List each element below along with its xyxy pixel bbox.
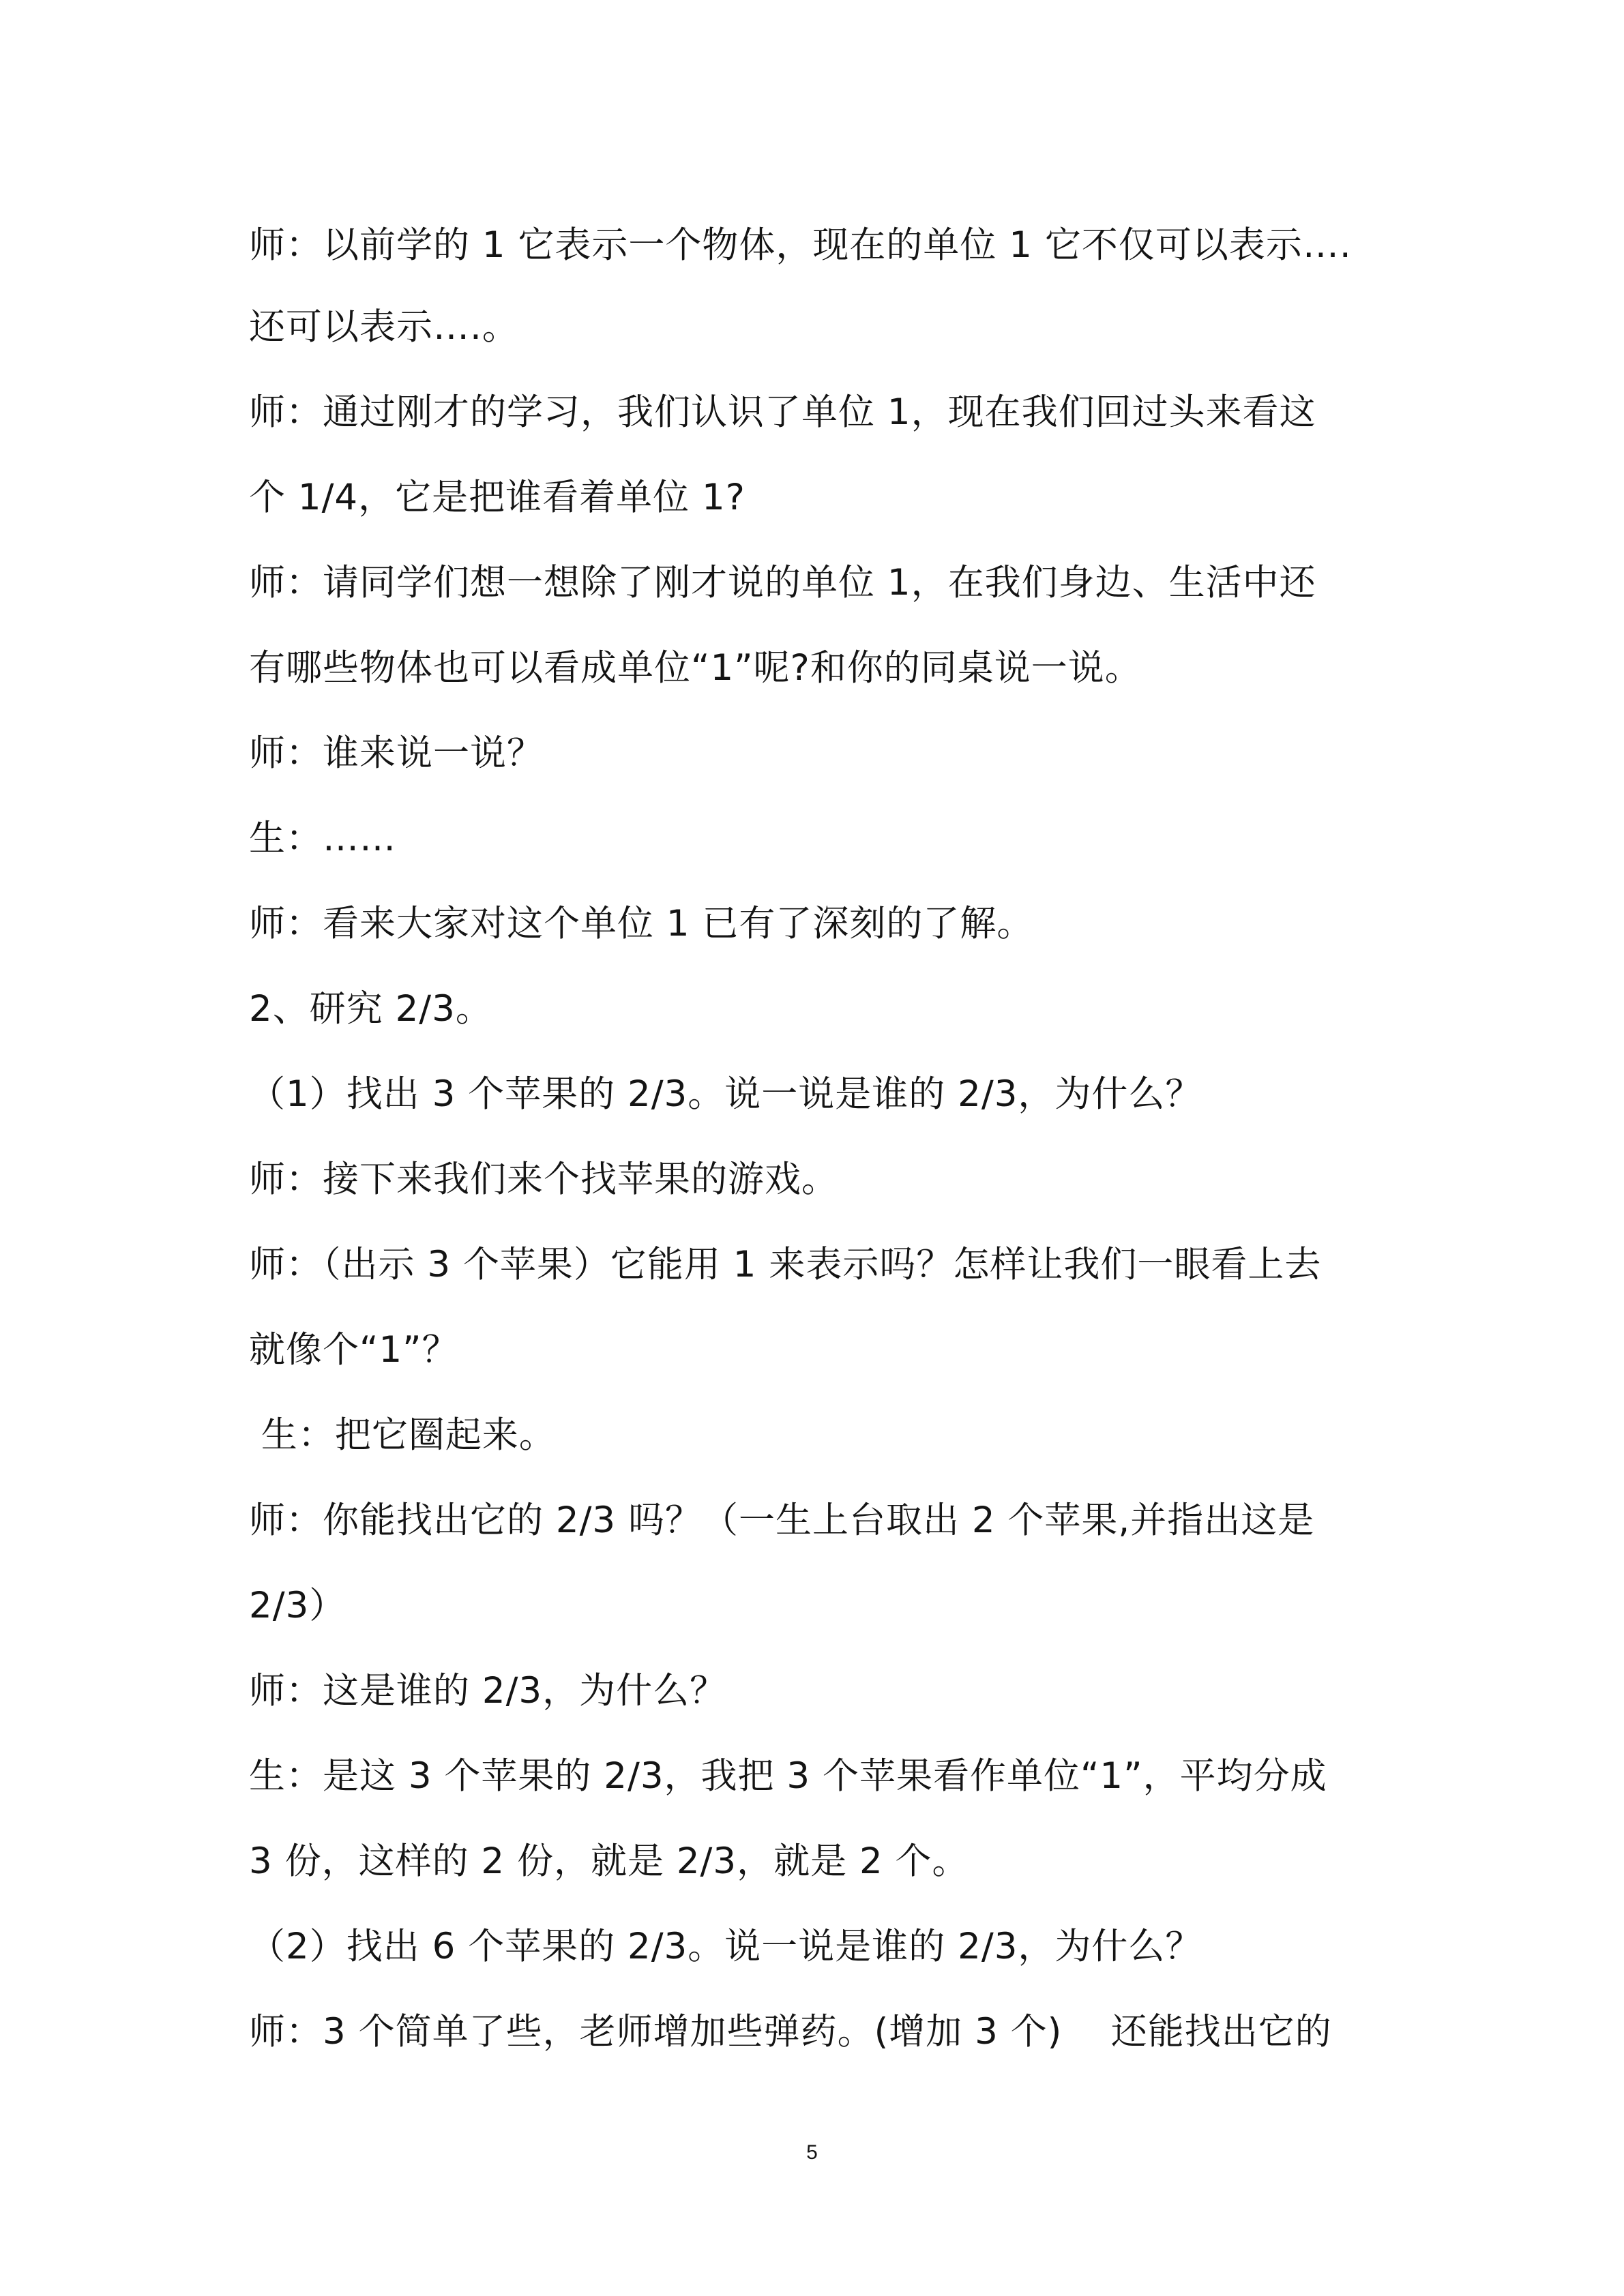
text-line: 师：3 个简单了些，老师增加些弹药。(增加 3 个) 还能找出它的 bbox=[249, 2011, 1332, 2053]
text-line: 生：是这 3 个苹果的 2/3，我把 3 个苹果看作单位“1”，平均分成 bbox=[249, 1755, 1327, 1797]
text-line: 师：通过刚才的学习，我们认识了单位 1，现在我们回过头来看这 bbox=[249, 391, 1316, 433]
section-heading: 2、研究 2/3。 bbox=[249, 988, 492, 1030]
text-line: 师：请同学们想一想除了刚才说的单位 1，在我们身边、生活中还 bbox=[249, 562, 1316, 603]
text-line: 就像个“1”？ bbox=[249, 1329, 459, 1371]
text-line: 师：你能找出它的 2/3 吗？（一生上台取出 2 个苹果,并指出这是 bbox=[249, 1500, 1315, 1541]
text-line: 生：把它圈起来。 bbox=[249, 1414, 556, 1456]
text-line: 生：…… bbox=[249, 818, 396, 859]
text-line: 个 1/4，它是把谁看着单位 1? bbox=[249, 477, 745, 518]
text-line: 师：这是谁的 2/3，为什么？ bbox=[249, 1670, 727, 1712]
subsection-heading: （1）找出 3 个苹果的 2/3。说一说是谁的 2/3，为什么？ bbox=[249, 1073, 1202, 1115]
text-line: 师：看来大家对这个单位 1 已有了深刻的了解。 bbox=[249, 903, 1034, 944]
text-line: 有哪些物体也可以看成单位“1”呢?和你的同桌说一说。 bbox=[249, 647, 1142, 689]
text-line: 师：（出示 3 个苹果）它能用 1 来表示吗？怎样让我们一眼看上去 bbox=[249, 1244, 1322, 1285]
subsection-heading: （2）找出 6 个苹果的 2/3。说一说是谁的 2/3，为什么？ bbox=[249, 1926, 1202, 1967]
page-number: 5 bbox=[806, 2141, 818, 2164]
text-line: 师：谁来说一说？ bbox=[249, 732, 544, 774]
text-line: 还可以表示….。 bbox=[249, 306, 519, 348]
text-line: 2/3） bbox=[249, 1585, 346, 1626]
text-line: 师：接下来我们来个找苹果的游戏。 bbox=[249, 1159, 838, 1200]
text-line: 3 份，这样的 2 份，就是 2/3，就是 2 个。 bbox=[249, 1840, 969, 1882]
text-line: 师：以前学的 1 它表示一个物体，现在的单位 1 它不仅可以表示…. bbox=[249, 224, 1352, 266]
